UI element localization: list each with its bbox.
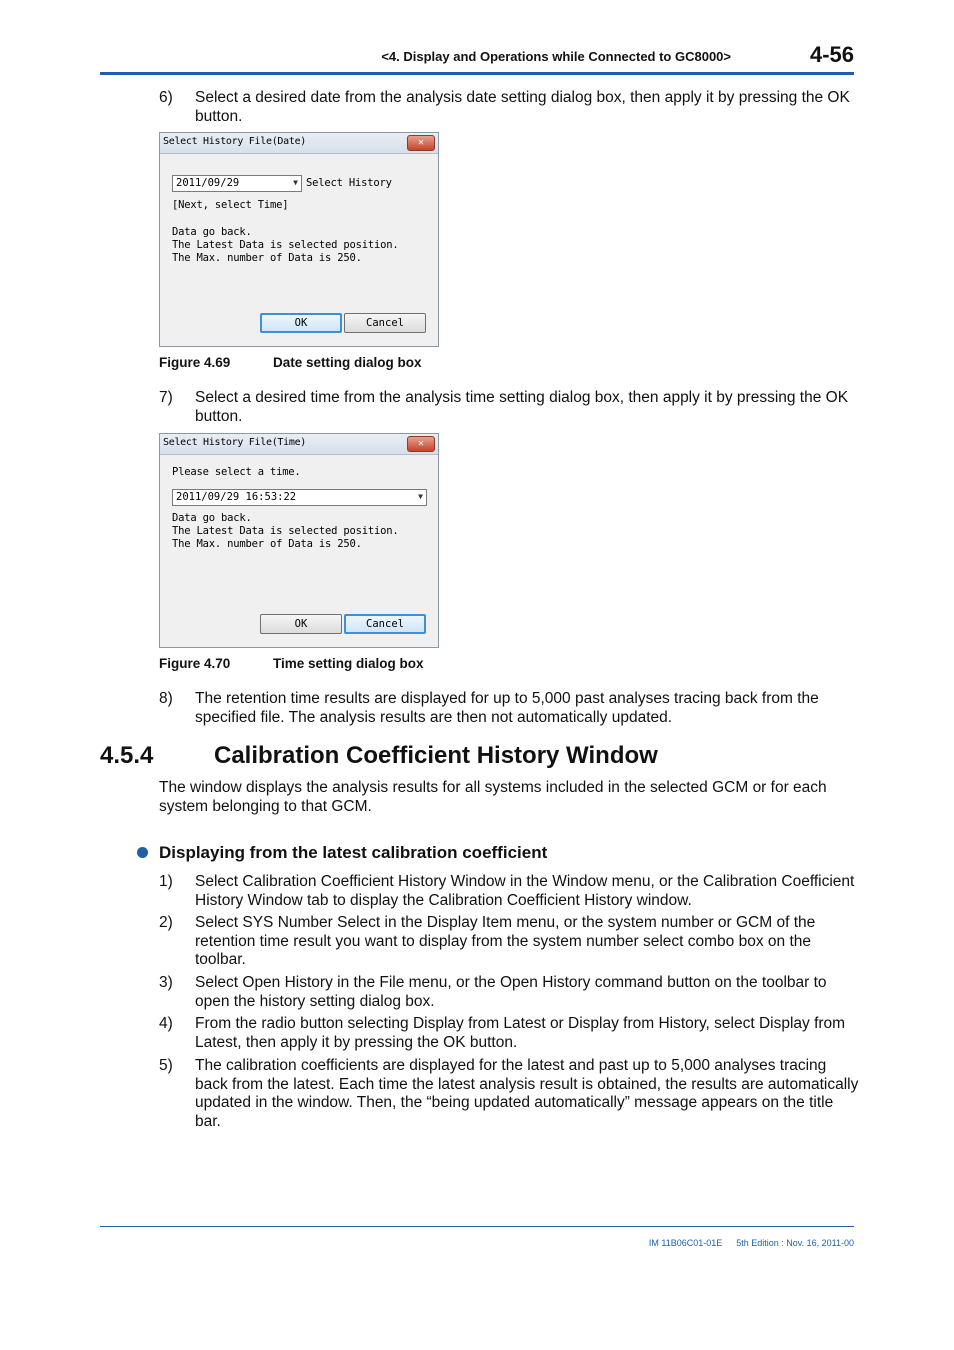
running-header: <4. Display and Operations while Connected to GC8000> [381, 49, 731, 64]
step-number: 4) [159, 1015, 173, 1032]
step-2 [159, 914, 859, 970]
date-setting-dialog [159, 132, 439, 347]
page-number: 4-56 [809, 42, 854, 67]
step-5 [159, 1057, 859, 1131]
info-line: Data go back. [172, 512, 252, 524]
time-prompt: Please select a time. [172, 466, 301, 478]
step-3 [159, 974, 859, 1011]
step-number: 3) [159, 974, 173, 991]
dialog-title-bar [160, 434, 438, 455]
select-history-label: Select History [306, 177, 392, 189]
footer-rule [100, 1226, 854, 1227]
step-4 [159, 1015, 859, 1052]
info-line: The Latest Data is selected position. [172, 239, 399, 251]
step-text: Select SYS Number Select in the Display Item menu, or the system number or GCM of the retention time result you want to display from the system number select combo box on the toolbar. [195, 914, 816, 968]
header-rule [100, 72, 854, 75]
step-7 [159, 389, 859, 426]
dialog-title: Select History File(Date) [163, 136, 307, 147]
close-icon[interactable]: ✕ [407, 135, 435, 151]
info-line: The Latest Data is selected position. [172, 525, 399, 537]
bullet-icon [137, 847, 148, 858]
date-combo[interactable] [172, 175, 302, 192]
chevron-down-icon: ▼ [293, 178, 298, 187]
step-number: 2) [159, 914, 173, 931]
step-number: 5) [159, 1057, 173, 1074]
ok-button[interactable]: OK [260, 614, 342, 634]
section-title: Calibration Coefficient History Window [214, 742, 658, 769]
info-line: The Max. number of Data is 250. [172, 538, 362, 550]
date-combo-value: 2011/09/29 [176, 177, 240, 189]
document-id: IM 11B06C01-01E [648, 1238, 723, 1248]
step-text: Select a desired time from the analysis time setting dialog box, then apply it by pressing the OK button. [195, 389, 849, 425]
figure-caption [159, 656, 424, 671]
time-combo[interactable] [172, 489, 427, 506]
close-icon[interactable]: ✕ [407, 436, 435, 452]
info-line: Data go back. [172, 226, 252, 238]
figure-title: Time setting dialog box [273, 656, 424, 671]
time-combo-value: 2011/09/29 16:53:22 [176, 491, 297, 503]
step-text: Select Calibration Coefficient History Window in the Window menu, or the Calibration Coefficient History Window tab to display the Calibration Coefficient History window. [195, 873, 855, 909]
step-text: The calibration coefficients are displayed for the latest and past up to 5,000 analyses tracing back from the latest. Each time the latest analysis result is obtained, the results are automatically updated in the window. Then, the “being updated automatically” message appears on the title bar. [195, 1057, 859, 1130]
step-text: Select Open History in the File menu, or the Open History command button on the toolbar to open the history setting dialog box. [195, 974, 827, 1010]
step-text: From the radio button selecting Display from Latest or Display from History, select Display from Latest, then apply it by pressing the OK button. [195, 1015, 846, 1051]
dialog-title-bar [160, 133, 438, 154]
step-text: The retention time results are displayed for up to 5,000 past analyses tracing back from the specified file. The analysis results are then not automatically updated. [195, 690, 819, 726]
step-number: 8) [159, 690, 173, 707]
step-number: 7) [159, 389, 173, 406]
figure-caption [159, 355, 422, 370]
section-number: 4.5.4 [100, 742, 154, 769]
time-setting-dialog [159, 433, 439, 648]
ok-button[interactable]: OK [260, 313, 342, 333]
info-line: The Max. number of Data is 250. [172, 252, 362, 264]
figure-number: Figure 4.69 [159, 355, 231, 370]
figure-title: Date setting dialog box [273, 355, 422, 370]
step-8 [159, 690, 859, 727]
step-1 [159, 873, 859, 910]
step-number: 1) [159, 873, 173, 890]
step-6 [159, 89, 859, 126]
cancel-button[interactable]: Cancel [344, 313, 426, 333]
cancel-button[interactable]: Cancel [344, 614, 426, 634]
footer [560, 1238, 854, 1248]
step-text: Select a desired date from the analysis date setting dialog box, then apply it by pressing the OK button. [195, 89, 850, 125]
subheading: Displaying from the latest calibration coefficient [159, 843, 548, 862]
figure-number: Figure 4.70 [159, 656, 231, 671]
edition: 5th Edition : Nov. 16, 2011-00 [736, 1238, 854, 1248]
section-intro: The window displays the analysis results for all systems included in the selected GCM or for each system belonging to that GCM. [159, 779, 827, 815]
step-number: 6) [159, 89, 173, 106]
next-hint: [Next, select Time] [172, 199, 289, 211]
dialog-title: Select History File(Time) [163, 437, 307, 448]
chevron-down-icon: ▼ [418, 492, 423, 501]
